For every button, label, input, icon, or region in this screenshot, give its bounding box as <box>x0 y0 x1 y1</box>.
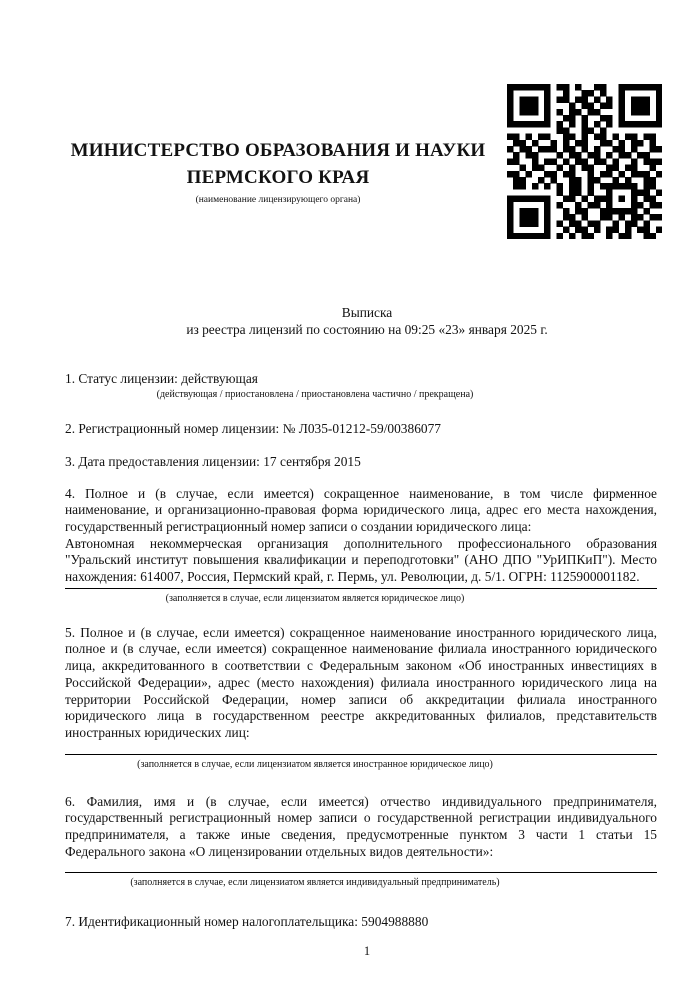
field-legal-entity-caption: (заполняется в случае, если лицензиатом является юридическое лицо) <box>165 592 465 604</box>
field-license-status-caption: (действующая / приостановлена / приостановлена частично / прекращена) <box>156 389 474 401</box>
ministry-name-line2: ПЕРМСКОГО КРАЯ <box>186 167 370 188</box>
field-grant-date: 3. Дата предоставления лицензии: 17 сентября 2015 <box>65 453 361 469</box>
qr-code-image <box>507 84 662 239</box>
title-line1: Выписка <box>341 305 393 320</box>
field-registration-number: 2. Регистрационный номер лицензии: № Л035-01212-59/00386077 <box>65 421 441 437</box>
page-number: 1 <box>363 944 371 959</box>
field-legal-entity-label: 4. Полное и (в случае, если имеется) сокращенное наименование, в том числе фирменное наименование, и организационно-правовая форма юридического лица, адрес его места нахождения, государственный регистрационный номер записи о создании юридического лица: <box>65 485 657 534</box>
field-foreign-entity-rule <box>65 754 657 755</box>
document-title <box>71 305 663 338</box>
ministry-name-line1: МИНИСТЕРСТВО ОБРАЗОВАНИЯ И НАУКИ <box>70 140 486 161</box>
field-individual-entrepreneur-label: 6. Фамилия, имя и (в случае, если имеется) отчество индивидуального предпринимателя, государственный регистрационный номер записи о государственной регистрации индивидуального предпринимателя, а также иные сведения, предусмотренные пунктом 3 части 1 статьи 15 Федерального закона «О лицензировании отдельных видов деятельности»: <box>65 793 657 859</box>
field-individual-entrepreneur-rule <box>65 872 657 873</box>
field-foreign-entity-caption: (заполняется в случае, если лицензиатом является иностранное юридическое лицо) <box>137 758 493 770</box>
field-legal-entity-rule <box>65 588 657 589</box>
field-taxpayer-id: 7. Идентификационный номер налогоплательщика: 5904988880 <box>65 914 429 930</box>
title-line2: из реестра лицензий по состоянию на 09:25 «23» января 2025 г. <box>186 321 548 337</box>
qr-code <box>507 84 662 239</box>
licensing-authority-header <box>65 0 491 207</box>
licensing-authority-caption: (наименование лицензирующего органа) <box>195 195 361 205</box>
field-legal-entity-value: Автономная некоммерческая организация дополнительного профессионального образования "Уральский институт повышения квалификации и переподготовки" (АНО ДПО "УрИПКиП"). Место нахождения: 614007, Россия, Пермский край, г. Пермь, ул. Революции, д. 5/1. ОГРН: 1125900001182. <box>65 535 657 585</box>
field-foreign-entity-label: 5. Полное и (в случае, если имеется) сокращенное наименование иностранного юридического лица, полное и (в случае, если имеется) сокращенное наименование филиала иностранного юридического лица, аккредитованного в соответствии с Федеральным законом «Об иностранных инвестициях в Российской Федерации», адрес (место нахождения) филиала иностранного юридического лица на территории Российской Федерации, номер записи об аккредитации филиала иностранного юридического лица в государственном реестре аккредитованных филиалов, представительств иностранных юридических лиц: <box>65 624 657 740</box>
field-individual-entrepreneur-caption: (заполняется в случае, если лицензиатом является индивидуальный предприниматель) <box>130 877 500 889</box>
field-license-status: 1. Статус лицензии: действующая <box>65 371 258 387</box>
